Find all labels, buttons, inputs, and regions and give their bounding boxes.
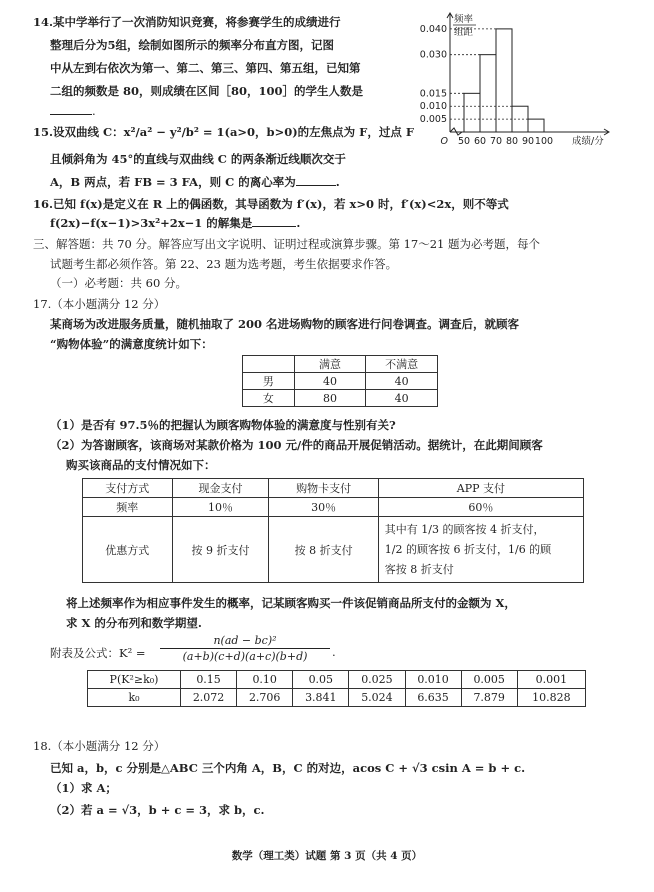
table-cell: 0.15 [181,671,237,689]
formula-denominator: (a+b)(c+d)(a+c)(b+d) [182,650,308,663]
x-tick-label: 100 [534,136,554,147]
table-cell: 6.635 [405,689,461,707]
table-cell: 2.072 [181,689,237,707]
satisfaction-table [242,355,438,407]
histogram-bar [480,55,496,132]
table-cell: 10％ [172,498,269,517]
y-axis-title: 频率 [454,14,474,25]
table-cell: 7.879 [461,689,517,707]
table-cell: 频率 [83,498,173,517]
q14-line-1: 14.某中学举行了一次消防知识竞赛，将参赛学生的成绩进行 [33,15,341,29]
table-cell: 女 [243,390,295,407]
table-header-cell: 支付方式 [83,479,173,498]
q18-line-2: （1）求 A； [50,781,117,795]
table-cell: 40 [366,390,438,407]
x-tick-label: 80 [505,136,519,147]
q17-heading: 17.（本小题满分 12 分） [33,297,166,311]
table-cell: 0.005 [461,671,517,689]
x-tick-label: 60 [473,136,487,147]
q15-line-1: 15.设双曲线 C：x²/a² − y²/b² = 1(a>0，b>0)的左焦点为 F，过点 F [33,125,415,139]
q17-part-1: （1）是否有 97.5％的把握认为顾客购物体验的满意度与性别有关? [50,418,396,432]
section3-line-1: 三、解答题：共 70 分。解答应写出文字说明、证明过程或演算步骤。第 17～21 题为必考题，每个 [33,237,541,251]
table-header-cell: 现金支付 [172,479,269,498]
q14-line-4: 二组的频数是 80，则成绩在区间［80，100］的学生人数是 [50,84,364,98]
histogram-bar [528,119,544,132]
q17-part-2b: 购买该商品的支付情况如下： [66,458,216,472]
table-cell: 按 9 折支付 [172,517,269,583]
table-cell: 按 8 折支付 [269,517,378,583]
section3-line-3: （一）必考题：共 60 分。 [50,276,187,290]
table-cell: 0.025 [349,671,405,689]
table-header-cell: APP 支付 [378,479,583,498]
table-cell: 0.001 [517,671,585,689]
table-cell: 30％ [269,498,378,517]
y-tick-label: 0.010 [419,101,447,113]
origin-label: O [440,136,448,147]
table-header-cell: 购物卡支付 [269,479,378,498]
q14-line-3: 中从左到右依次为第一、第二、第三、第四、第五组，已知第 [50,61,361,75]
q18-heading: 18.（本小题满分 12 分） [33,739,166,753]
payment-table [82,478,584,583]
formula-label: 附表及公式：K² = [50,646,146,660]
page-footer: 数学（理工类）试题 第 3 页（共 4 页） [231,850,423,862]
table-cell: 0.010 [405,671,461,689]
y-tick-label: 0.030 [419,49,447,61]
table-header-cell: P(K²≥k₀) [88,671,181,689]
x-tick-label: 50 [457,136,471,147]
q16-line-1: 16.已知 f(x)是定义在 R 上的偶函数，其导函数为 f′(x)，若 x>0 时，f′(x)<2x，则不等式 [33,197,509,211]
table-cell: 2.706 [237,689,293,707]
app-discount-cell: 其中有 1/3 的顾客按 4 折支付， 1/2 的顾客按 6 折支付，1/6 的顾 客按 8 折支付 [378,517,583,583]
q17-part-2c: 将上述频率作为相应事件发生的概率，记某顾客购买一件该促销商品所支付的金额为 X， [66,596,516,610]
q17-part-2a: （2）为答谢顾客，该商场对某款价格为 100 元/件的商品开展促销活动。据统计，在此期间顾客 [50,438,543,452]
table-header-cell [243,356,295,373]
frequency-histogram [412,10,617,160]
y-axis-title: 组距 [454,27,474,38]
q14-answer-line: . [50,103,96,119]
histogram-bar [496,29,512,132]
q17-intro-1: 某商场为改进服务质量，随机抽取了 200 名进场购物的顾客进行问卷调查。调查后，就顾客 [50,317,520,331]
table-cell: 0.05 [293,671,349,689]
x-axis-title: 成绩/分 [572,136,604,147]
table-cell: 男 [243,373,295,390]
histogram-bar [464,93,480,132]
y-tick-label: 0.040 [419,23,447,35]
formula-tail: . [332,645,336,659]
q16-line-2: f(2x)−f(x−1)>3x²+2x−1 的解集是 . [50,216,301,230]
formula-numerator: n(ad − bc)² [213,634,277,647]
table-cell: 0.10 [237,671,293,689]
table-header-cell: k₀ [88,689,181,707]
q18-line-1: 已知 a，b，c 分别是△ABC 三个内角 A，B，C 的对边，acos C + √3 csin A = b + c. [50,761,526,775]
table-cell: 3.841 [293,689,349,707]
q17-intro-2: “购物体验”的满意度统计如下： [50,337,213,351]
table-cell: 40 [366,373,438,390]
x-tick-label: 70 [489,136,503,147]
q17-part-2d: 求 X 的分布列和数学期望. [66,616,202,630]
q18-line-3: （2）若 a = √3，b + c = 3，求 b，c. [50,803,265,817]
y-tick-label: 0.005 [419,114,447,126]
table-cell: 5.024 [349,689,405,707]
table-cell: 10.828 [517,689,585,707]
q14-line-2: 整理后分为5组，绘制如图所示的频率分布直方图，记图 [50,38,334,52]
x-tick-label: 90 [521,136,535,147]
table-cell: 80 [294,390,365,407]
section3-line-2: 试题考生都必须作答。第 22、23 题为选考题，考生依据要求作答。 [50,257,398,271]
table-header-cell: 不满意 [366,356,438,373]
y-tick-label: 0.015 [419,88,447,100]
table-cell: 优惠方式 [83,517,173,583]
critical-value-table [87,670,586,707]
table-header-cell: 满意 [294,356,365,373]
q15-line-3: A，B 两点，若 FB = 3 FA，则 C 的离心率为 . [50,175,340,189]
table-cell: 40 [294,373,365,390]
q15-line-2: 且倾斜角为 45°的直线与双曲线 C 的两条渐近线顺次交于 [50,152,346,166]
table-cell: 60％ [378,498,583,517]
